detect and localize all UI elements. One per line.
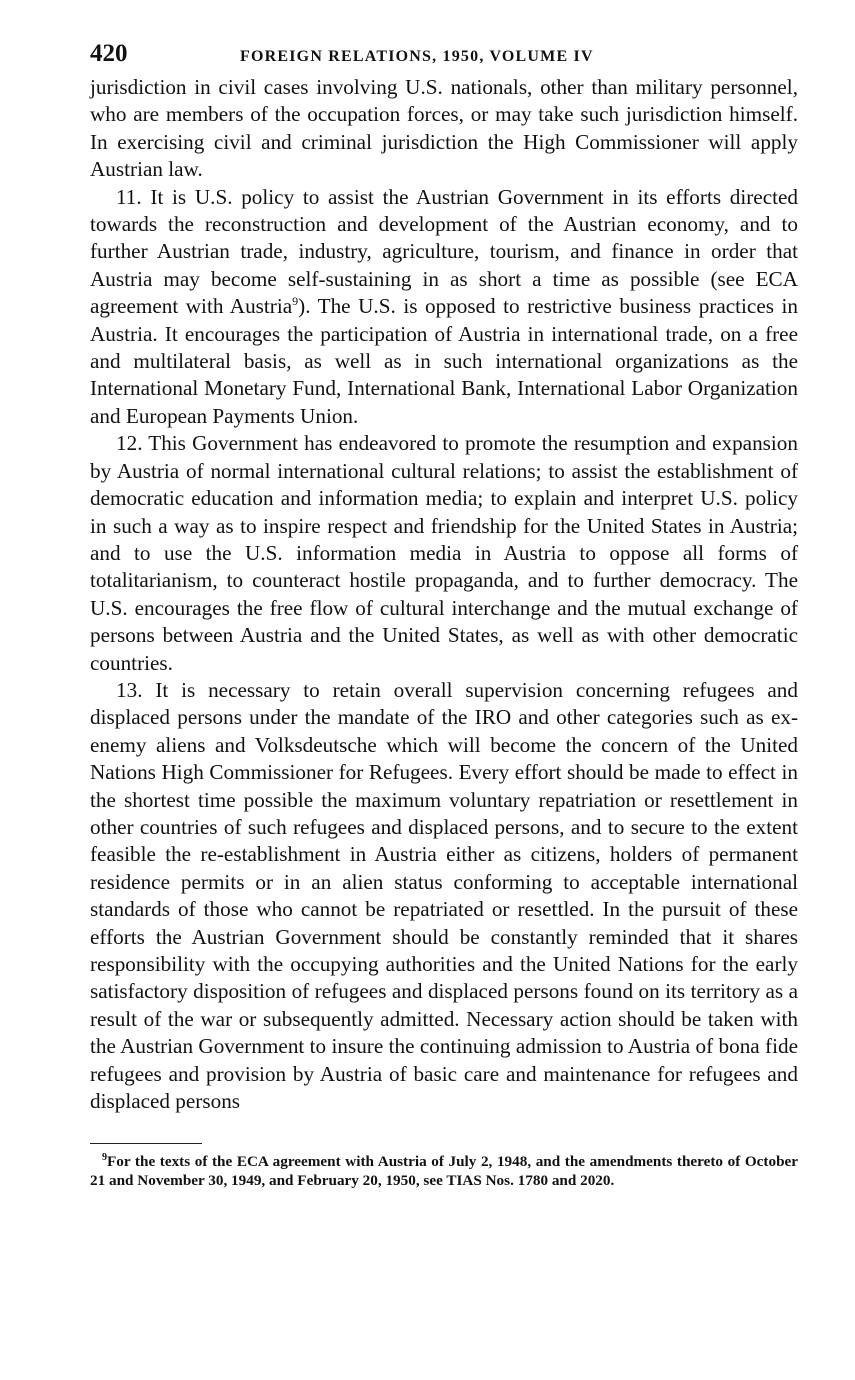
paragraph-11 xyxy=(90,184,798,431)
body-text xyxy=(90,74,798,1115)
paragraph-13: 13. It is necessary to retain overall supervision concerning refugees and displaced persons under the mandate of the IRO and other categories such as ex-enemy aliens and Volksdeutsche which will become the concern of the United Nations High Commissioner for Refugees. Every effort should be made to effect in the shortest time possible the maximum voluntary repatriation or resettlement in other countries of such refugees and displaced persons, and to secure to the extent feasible the re-establishment in Austria either as citizens, holders of permanent residence permits or in an alien status conforming to acceptable international standards of those who cannot be repatriated or resettled. In the pursuit of these efforts the Austrian Government should be constantly reminded that it shares responsibility with the occupying authorities and the United Nations for the early satisfactory disposition of refugees and displaced persons found on its territory as a result of the war or subsequently admitted. Necessary action should be taken with the Austrian Government to insure the continuing admission to Austria of bona fide refugees and provision by Austria of basic care and maintenance for refugees and displaced persons xyxy=(90,677,798,1114)
paragraph-continuation: jurisdiction in civil cases involving U.S. nationals, other than military personnel, who are members of the occupation forces, or may take such jurisdiction himself. In exercising civil and criminal jurisdiction the High Commissioner will apply Austrian law. xyxy=(90,75,798,182)
footnotes xyxy=(90,1152,798,1190)
page-number: 420 xyxy=(90,40,128,67)
footnote-reference[interactable]: 9 xyxy=(292,294,299,309)
footnote-divider xyxy=(90,1143,202,1144)
document-page xyxy=(90,40,798,1190)
footnote-9 xyxy=(90,1152,798,1190)
running-title: FOREIGN RELATIONS, 1950, VOLUME IV xyxy=(240,48,594,65)
paragraph-11-text-after-note: ). The U.S. is opposed to restrictive business practices in Austria. It encourages the participation of Austria in international trade, on a free and multilateral basis, as well as in such international organizations as the International Monetary Fund, International Bank, International Labor Organization and European Payments Union. xyxy=(90,294,798,428)
footnote-marker: 9 xyxy=(102,1152,107,1164)
running-header xyxy=(90,40,798,74)
paragraph-12: 12. This Government has endeavored to promote the resumption and expansion by Austria of normal international cultural relations; to assist the establishment of democratic education and information media; to explain and interpret U.S. policy in such a way as to inspire respect and friendship for the United States in Austria; and to use the U.S. information media in Austria to oppose all forms of totalitarianism, to counteract hostile propaganda, and to further democracy. The U.S. encourages the free flow of cultural interchange and the mutual exchange of persons between Austria and the United States, as well as with other democratic countries. xyxy=(90,431,798,675)
footnote-text: For the texts of the ECA agreement with Austria of July 2, 1948, and the amendments thereto of October 21 and November 30, 1949, and February 20, 1950, see TIAS Nos. 1780 and 2020. xyxy=(90,1153,798,1190)
paragraph-11-text-before-note: 11. It is U.S. policy to assist the Austrian Government in its efforts directed towards the reconstruction and development of the Austrian economy, and to further Austrian trade, industry, agriculture, tourism, and finance in order that Austria may become self-sustaining in as short a time as possible (see ECA agreement with Austria xyxy=(90,184,798,319)
